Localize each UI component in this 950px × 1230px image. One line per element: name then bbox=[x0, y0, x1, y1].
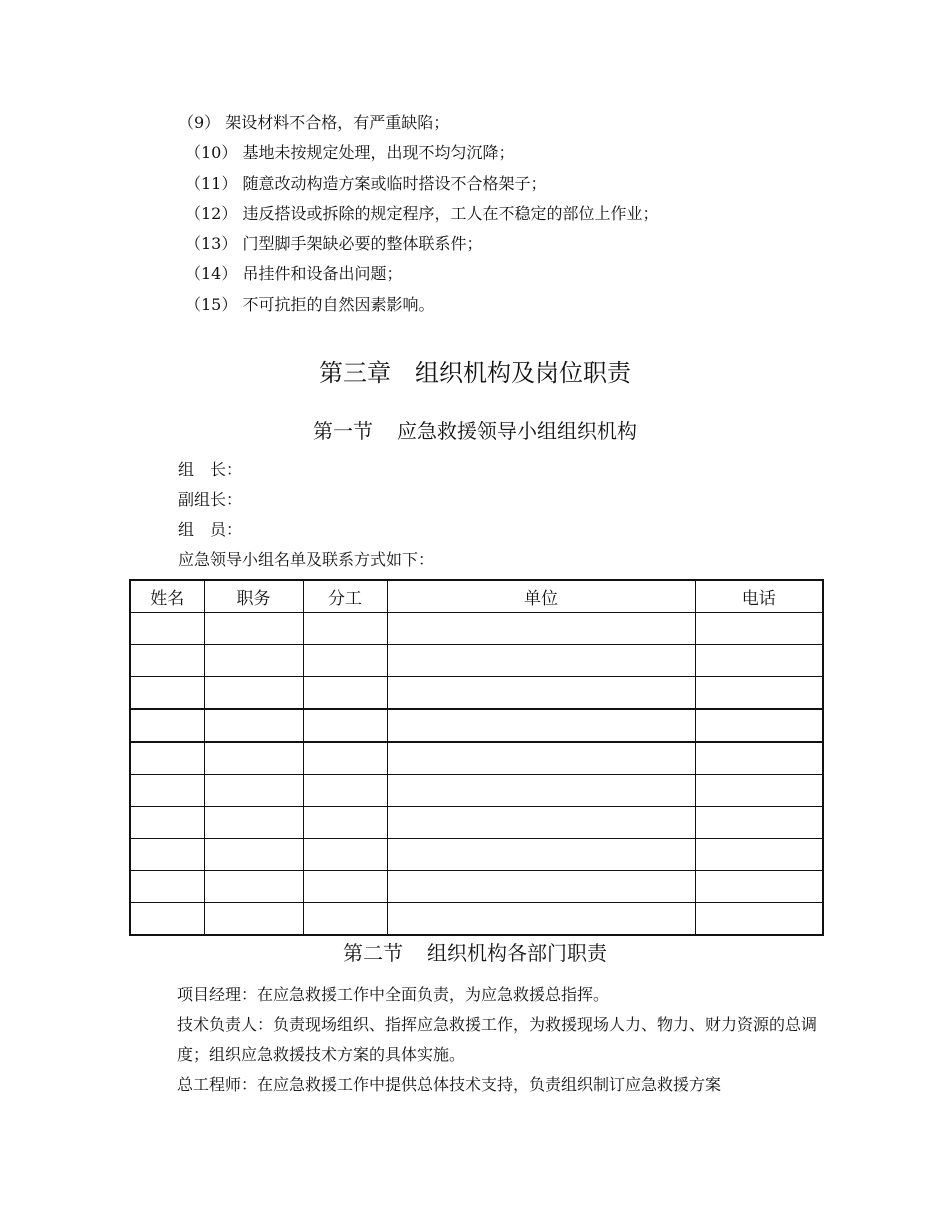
table-cell bbox=[204, 709, 303, 742]
table-cell bbox=[695, 742, 823, 775]
role-member: 组 员： bbox=[178, 520, 243, 539]
table-cell bbox=[303, 613, 387, 645]
table-cell bbox=[130, 742, 204, 775]
table-cell bbox=[130, 807, 204, 839]
table-cell bbox=[695, 839, 823, 871]
table-cell bbox=[130, 871, 204, 903]
table-cell bbox=[695, 645, 823, 677]
table-cell bbox=[130, 839, 204, 871]
table-row bbox=[130, 709, 823, 742]
cause-item: （13） 门型脚手架缺必要的整体联系件； bbox=[185, 234, 483, 253]
duty-text: 项目经理：在应急救援工作中全面负责，为应急救援总指挥。 bbox=[177, 985, 610, 1004]
duty-text: 技术负责人：负责现场组织、指挥应急救援工作，为救援现场人力、物力、财力资源的总调度；组织应急救援技术方案的具体实施。 bbox=[177, 1015, 818, 1064]
table-cell bbox=[387, 807, 695, 839]
table-header-row bbox=[130, 580, 823, 613]
table-cell bbox=[695, 871, 823, 903]
table-cell bbox=[303, 677, 387, 710]
section-heading: 第二节 组织机构各部门职责 bbox=[343, 941, 607, 965]
table-cell bbox=[695, 613, 823, 645]
table-cell bbox=[695, 903, 823, 936]
table-row bbox=[130, 839, 823, 871]
table-row bbox=[130, 807, 823, 839]
table-cell bbox=[204, 871, 303, 903]
table-cell bbox=[204, 903, 303, 936]
table-cell bbox=[204, 613, 303, 645]
table-row bbox=[130, 613, 823, 645]
table-cell bbox=[130, 709, 204, 742]
table-cell bbox=[204, 775, 303, 807]
chapter-heading: 第三章 组织机构及岗位职责 bbox=[319, 359, 631, 387]
table-cell bbox=[387, 677, 695, 710]
header-division: 分工 bbox=[303, 580, 387, 613]
duty-text: 总工程师：在应急救援工作中提供总体技术支持，负责组织制订应急救援方案 bbox=[177, 1075, 722, 1094]
table-cell bbox=[387, 871, 695, 903]
table-cell bbox=[303, 709, 387, 742]
table-cell bbox=[130, 645, 204, 677]
table-row bbox=[130, 871, 823, 903]
table-cell bbox=[204, 839, 303, 871]
table-cell bbox=[204, 645, 303, 677]
header-phone: 电话 bbox=[695, 580, 823, 613]
table-row bbox=[130, 742, 823, 775]
table-cell bbox=[303, 742, 387, 775]
cause-item: （12） 违反搭设或拆除的规定程序，工人在不稳定的部位上作业； bbox=[185, 204, 659, 223]
role-deputy: 副组长： bbox=[178, 490, 243, 509]
table-cell bbox=[303, 839, 387, 871]
table-cell bbox=[303, 775, 387, 807]
table-cell bbox=[387, 742, 695, 775]
table-cell bbox=[130, 613, 204, 645]
table-cell bbox=[387, 903, 695, 936]
table-cell bbox=[303, 903, 387, 936]
table-cell bbox=[130, 775, 204, 807]
duty-paragraph bbox=[140, 980, 820, 1010]
table-cell bbox=[387, 613, 695, 645]
cause-item: （10） 基地未按规定处理，出现不均匀沉降； bbox=[185, 143, 515, 162]
role-leader: 组 长： bbox=[178, 460, 243, 479]
table-cell bbox=[387, 645, 695, 677]
table-cell bbox=[695, 677, 823, 710]
cause-item: （9） 架设材料不合格，有严重缺陷； bbox=[178, 113, 450, 132]
cause-item: （15） 不可抗拒的自然因素影响。 bbox=[185, 295, 435, 314]
table-cell bbox=[204, 677, 303, 710]
table-cell bbox=[303, 871, 387, 903]
table-cell bbox=[387, 709, 695, 742]
table-cell bbox=[695, 709, 823, 742]
table-cell bbox=[387, 775, 695, 807]
table-cell bbox=[695, 775, 823, 807]
section-heading: 第一节 应急救援领导小组组织机构 bbox=[313, 419, 637, 443]
table-row bbox=[130, 645, 823, 677]
duty-paragraph bbox=[140, 1010, 820, 1070]
roster-intro: 应急领导小组名单及联系方式如下： bbox=[178, 550, 435, 569]
table-cell bbox=[695, 807, 823, 839]
roster-table bbox=[129, 579, 824, 936]
table-cell bbox=[130, 677, 204, 710]
cause-item: （11） 随意改动构造方案或临时搭设不合格架子； bbox=[185, 174, 547, 193]
header-position: 职务 bbox=[204, 580, 303, 613]
duty-paragraph bbox=[140, 1070, 820, 1100]
table-row bbox=[130, 677, 823, 710]
table-cell bbox=[387, 839, 695, 871]
table-cell bbox=[303, 807, 387, 839]
table-row bbox=[130, 903, 823, 936]
header-unit: 单位 bbox=[387, 580, 695, 613]
table-cell bbox=[303, 645, 387, 677]
table-row bbox=[130, 775, 823, 807]
cause-item: （14） 吊挂件和设备出问题； bbox=[185, 264, 403, 283]
header-name: 姓名 bbox=[130, 580, 204, 613]
table-cell bbox=[130, 903, 204, 936]
table-cell bbox=[204, 807, 303, 839]
table-cell bbox=[204, 742, 303, 775]
